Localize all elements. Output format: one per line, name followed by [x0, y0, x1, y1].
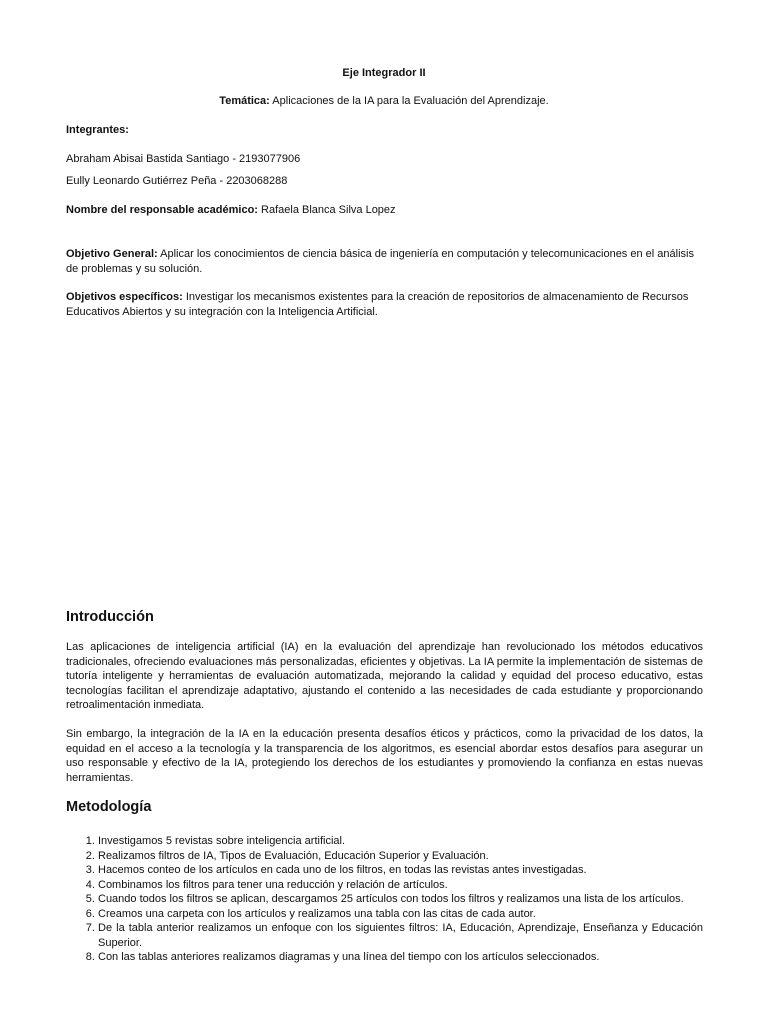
member-2: Eully Leonardo Gutiérrez Peña - 2203068288: [66, 175, 288, 187]
metodologia-list-container: [66, 834, 703, 965]
metodologia-step: 3. Hacemos conteo de los artículos en cada uno de los filtros, en todas las revistas antes investigadas.: [98, 863, 703, 878]
integrantes-label: Integrantes:: [66, 124, 129, 136]
introduccion-paragraph-1: Las aplicaciones de inteligencia artificial (IA) en la evaluación del aprendizaje han revolucionado los métodos educativos tradicionales, ofreciendo evaluaciones más personalizadas, eficientes y objetivas. La IA permite la implementación de sistemas de tutoría inteligente y herramientas de evaluación automatizada, mejorando la calidad y equidad del proceso educativo, estas tecnologías facilitan el aprendizaje adaptativo, ajustando el contenido a las necesidades de cada estudiante y proporcionando retroalimentación inmediata.: [66, 641, 703, 711]
member-1: Abraham Abisai Bastida Santiago - 2193077906: [66, 153, 301, 165]
tematica-line: [0, 94, 768, 109]
objetivo-general-label: Objetivo General:: [66, 248, 158, 260]
objetivo-general: [66, 247, 703, 276]
metodologia-section: [66, 798, 703, 816]
introduccion-paragraph-2: Sin embargo, la integración de la IA en la educación presenta desafíos éticos y prácticos, como la privacidad de los datos, la equidad en el acceso a la tecnología y la transparencia de los algoritmos, es esencial abordar estos desafíos para asegurar un uso responsable y efectivo de la IA, protegiendo los derechos de los estudiantes y promoviendo la confianza en estas nuevas herramientas.: [66, 728, 703, 784]
introduccion-heading: Introducción: [66, 609, 154, 625]
metodologia-step: 2. Realizamos filtros de IA, Tipos de Evaluación, Educación Superior y Evaluación.: [98, 849, 703, 864]
responsable-value: Rafaela Blanca Silva Lopez: [261, 204, 396, 216]
responsable-line: [66, 203, 703, 218]
objetivos-especificos-label: Objetivos específicos:: [66, 291, 183, 303]
objetivos-especificos-value: Investigar los mecanismos existentes para la creación de repositorios de almacenamiento de Recursos Educativos Abiertos y su integración con la Inteligencia Artificial.: [66, 291, 689, 318]
objetivos-especificos: [66, 290, 703, 319]
metodologia-step: 1. Investigamos 5 revistas sobre inteligencia artificial.: [98, 834, 703, 849]
introduccion-section: [66, 608, 703, 626]
tematica-value: Aplicaciones de la IA para la Evaluación del Aprendizaje.: [272, 95, 549, 107]
document-title: Eje Integrador II: [342, 67, 426, 79]
metodologia-step: 8. Con las tablas anteriores realizamos diagramas y una línea del tiempo con los artículos seleccionados.: [98, 950, 703, 965]
objetivo-general-value: Aplicar los conocimientos de ciencia básica de ingeniería en computación y telecomunicaciones en el análisis de problemas y su solución.: [66, 248, 694, 275]
metodologia-step: 4. Combinamos los filtros para tener una reducción y relación de artículos.: [98, 878, 703, 893]
metodologia-heading: Metodología: [66, 799, 152, 815]
tematica-label: Temática:: [219, 95, 270, 107]
metodologia-step: 5. Cuando todos los filtros se aplican, descargamos 25 artículos con todos los filtros y realizamos una lista de los artículos.: [98, 892, 703, 907]
metodologia-step: 6. Creamos una carpeta con los artículos y realizamos una tabla con las citas de cada autor.: [98, 907, 703, 922]
metodologia-step: 7. De la tabla anterior realizamos un enfoque con los siguientes filtros: IA, Educación, Aprendizaje, Enseñanza y Educación Superior.: [98, 921, 703, 950]
metodologia-list: [66, 834, 703, 965]
responsable-label: Nombre del responsable académico:: [66, 204, 258, 216]
